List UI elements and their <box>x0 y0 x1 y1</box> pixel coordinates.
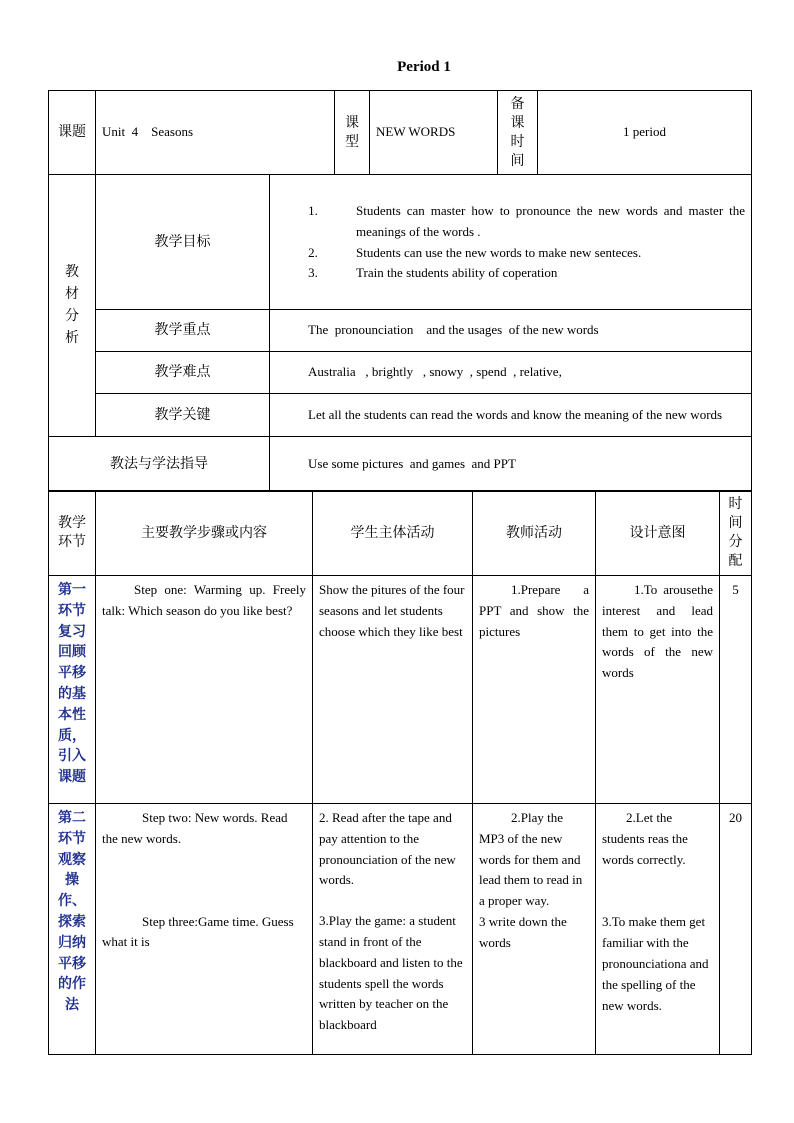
header-teacher: 教师活动 <box>473 491 596 576</box>
method-value: Use some pictures and games and PPT <box>270 437 752 492</box>
student-2-read: 2. Read after the tape and pay attention to the pronounciation of the new words. <box>319 810 456 888</box>
steps-table <box>48 490 752 1055</box>
phase-1: 第一环节复习回顾平移的基本性质，引入课题 <box>49 576 96 804</box>
goal-item: 2. Students can use the new words to make new senteces. <box>308 244 642 260</box>
goal-item: 3. Train the students ability of coperation <box>308 265 558 281</box>
header-time: 时间分配 <box>720 491 752 576</box>
content-2-step-two: Step two: New words. Read the new words. <box>102 810 288 846</box>
goals-list <box>270 201 751 284</box>
content-2-step-three: Step three:Game time. Guess what it is <box>102 913 294 950</box>
student-2-game: 3.Play the game: a student stand in front of the blackboard and listen to the students spell the words written by teacher on the blackboard <box>319 913 463 1033</box>
goals-cell <box>270 175 752 310</box>
difficult-label: 教学难点 <box>96 352 270 394</box>
difficult-value: Australia , brightly , snowy , spend , relative, <box>270 352 752 394</box>
topic-label: 课题 <box>49 91 96 175</box>
design-2 <box>596 804 720 1055</box>
header-student: 学生主体活动 <box>313 491 473 576</box>
time-2: 20 <box>720 804 752 1055</box>
teacher-2-play: 2.Play the MP3 of the new words for them and lead them to read in a proper way. <box>479 810 583 909</box>
lesson-plan-table <box>48 90 752 492</box>
design-2-read: 2.Let the students reas the words correctly. <box>602 810 688 867</box>
teacher-2 <box>473 804 596 1055</box>
page-title: Period 1 <box>397 59 451 75</box>
topic-value: Unit 4 Seasons <box>96 91 335 175</box>
student-2 <box>313 804 473 1055</box>
goals-label: 教学目标 <box>96 175 270 310</box>
design-1: 1.To arousethe interest and lead them to get into the words of the new words <box>596 576 720 804</box>
student-1: Show the pitures of the four seasons and let students choose which they like best <box>313 576 473 804</box>
teacher-1: 1.Prepare a PPT and show the pictures <box>473 576 596 804</box>
phase-2: 第二环节观察操作、探索归纳平移的作法 <box>49 804 96 1055</box>
analysis-side-label: 教材分析 <box>49 175 96 437</box>
method-label: 教法与学法指导 <box>49 437 270 492</box>
content-1: Step one: Warming up. Freely talk: Which season do you like best? <box>96 576 313 804</box>
teacher-2-write: 3 write down the words <box>479 913 567 950</box>
time-value: 1 period <box>538 91 752 175</box>
header-content: 主要教学步骤或内容 <box>96 491 313 576</box>
key-label: 教学重点 <box>96 310 270 352</box>
header-phase: 教学环节 <box>49 491 96 576</box>
key-value: The pronounciation and the usages of the new words <box>270 310 752 352</box>
type-value: NEW WORDS <box>370 91 498 175</box>
time-label: 备课时间 <box>498 91 538 175</box>
design-2-familiar: 3.To make them get familiar with the pronounciationa and the spelling of the new words. <box>602 914 709 1013</box>
content-2 <box>96 804 313 1055</box>
header-design: 设计意图 <box>596 491 720 576</box>
crux-label: 教学关键 <box>96 394 270 437</box>
goal-item: 1. Students can master how to pronounce the new words and master the meanings of the words . <box>308 203 745 239</box>
time-1: 5 <box>720 576 752 804</box>
type-label: 课型 <box>335 91 370 175</box>
crux-value: Let all the students can read the words and know the meaning of the new words <box>270 394 752 437</box>
